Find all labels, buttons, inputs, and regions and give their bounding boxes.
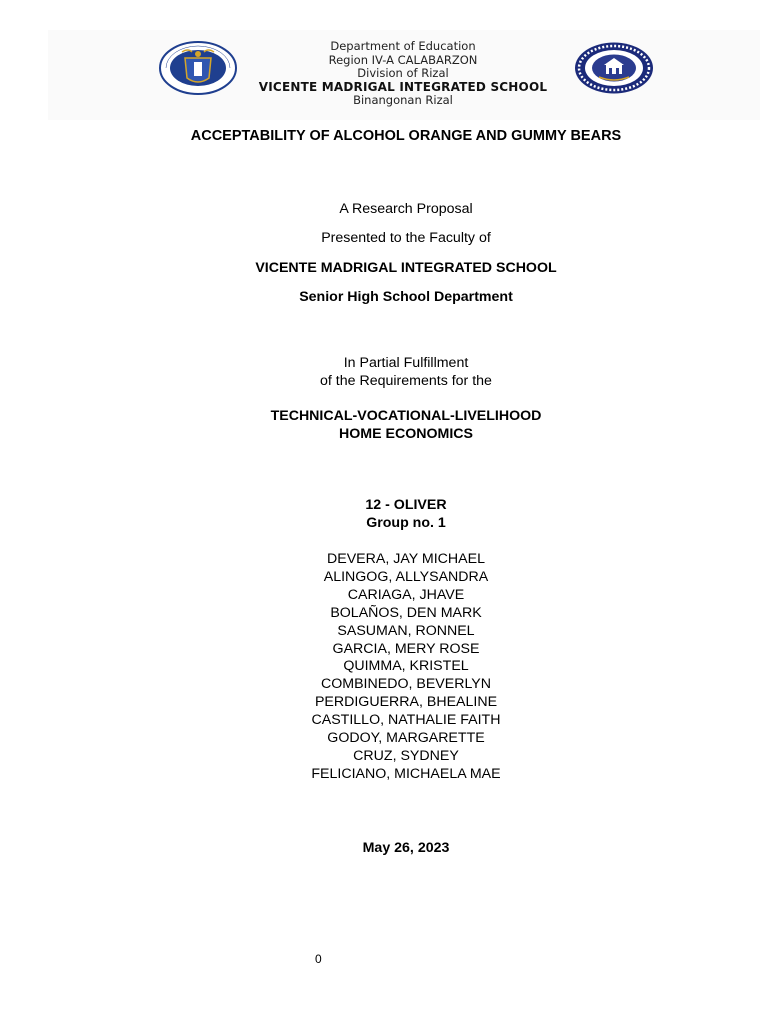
page-number: 0 xyxy=(315,952,322,966)
shs-department: Senior High School Department xyxy=(299,289,513,305)
presented-block xyxy=(0,230,768,248)
department-name: Department of Education xyxy=(330,39,476,53)
strand-line-1: TECHNICAL-VOCATIONAL-LIVELIHOOD xyxy=(270,408,542,424)
list-item: CASTILLO, NATHALIE FAITH xyxy=(311,712,501,729)
school-seal-icon xyxy=(573,41,655,95)
list-item: FELICIANO, MICHAELA MAE xyxy=(311,765,501,782)
proposal-block xyxy=(0,201,768,219)
document-date: May 26, 2023 xyxy=(362,840,450,856)
presented-line: Presented to the Faculty of xyxy=(321,230,491,246)
list-item: GARCIA, MERY ROSE xyxy=(332,640,480,657)
date-block xyxy=(0,840,768,858)
letterhead xyxy=(48,30,760,120)
proposal-line: A Research Proposal xyxy=(339,201,473,217)
strand-line-2: HOME ECONOMICS xyxy=(339,425,473,442)
region-name: Region IV-A CALABARZON xyxy=(328,52,478,67)
faculty-school-block xyxy=(0,260,768,278)
strand-block xyxy=(0,408,768,443)
list-item: COMBINEDO, BEVERLYN xyxy=(320,676,492,693)
fulfillment-block xyxy=(0,355,768,390)
members-list xyxy=(0,551,768,784)
division-name: Division of Rizal xyxy=(357,66,449,80)
group-number: Group no. 1 xyxy=(366,514,446,531)
list-item: ALINGOG, ALLYSANDRA xyxy=(323,568,489,585)
list-item: CARIAGA, JHAVE xyxy=(347,586,465,603)
research-title: ACCEPTABILITY OF ALCOHOL ORANGE AND GUMMY BEARS xyxy=(190,128,622,144)
school-name: VICENTE MADRIGAL INTEGRATED SCHOOL xyxy=(258,79,548,94)
fulfillment-line-2: of the Requirements for the xyxy=(320,372,492,389)
fulfillment-line-1: In Partial Fulfillment xyxy=(343,355,469,371)
department-block xyxy=(0,289,768,307)
list-item: QUIMMA, KRISTEL xyxy=(343,658,469,675)
list-item: PERDIGUERRA, BHEALINE xyxy=(314,694,498,711)
list-item: DEVERA, JAY MICHAEL xyxy=(327,551,485,567)
list-item: SASUMAN, RONNEL xyxy=(337,622,475,639)
list-item: GODOY, MARGARETTE xyxy=(327,730,485,747)
faculty-school-name: VICENTE MADRIGAL INTEGRATED SCHOOL xyxy=(255,260,557,276)
section-block xyxy=(0,497,768,532)
letterhead-text xyxy=(198,40,608,108)
list-item: BOLAÑOS, DEN MARK xyxy=(330,604,482,621)
document-title xyxy=(0,128,768,144)
section-name: 12 - OLIVER xyxy=(365,497,447,513)
school-location: Binangonan Rizal xyxy=(353,93,453,107)
list-item: CRUZ, SYDNEY xyxy=(353,747,459,764)
